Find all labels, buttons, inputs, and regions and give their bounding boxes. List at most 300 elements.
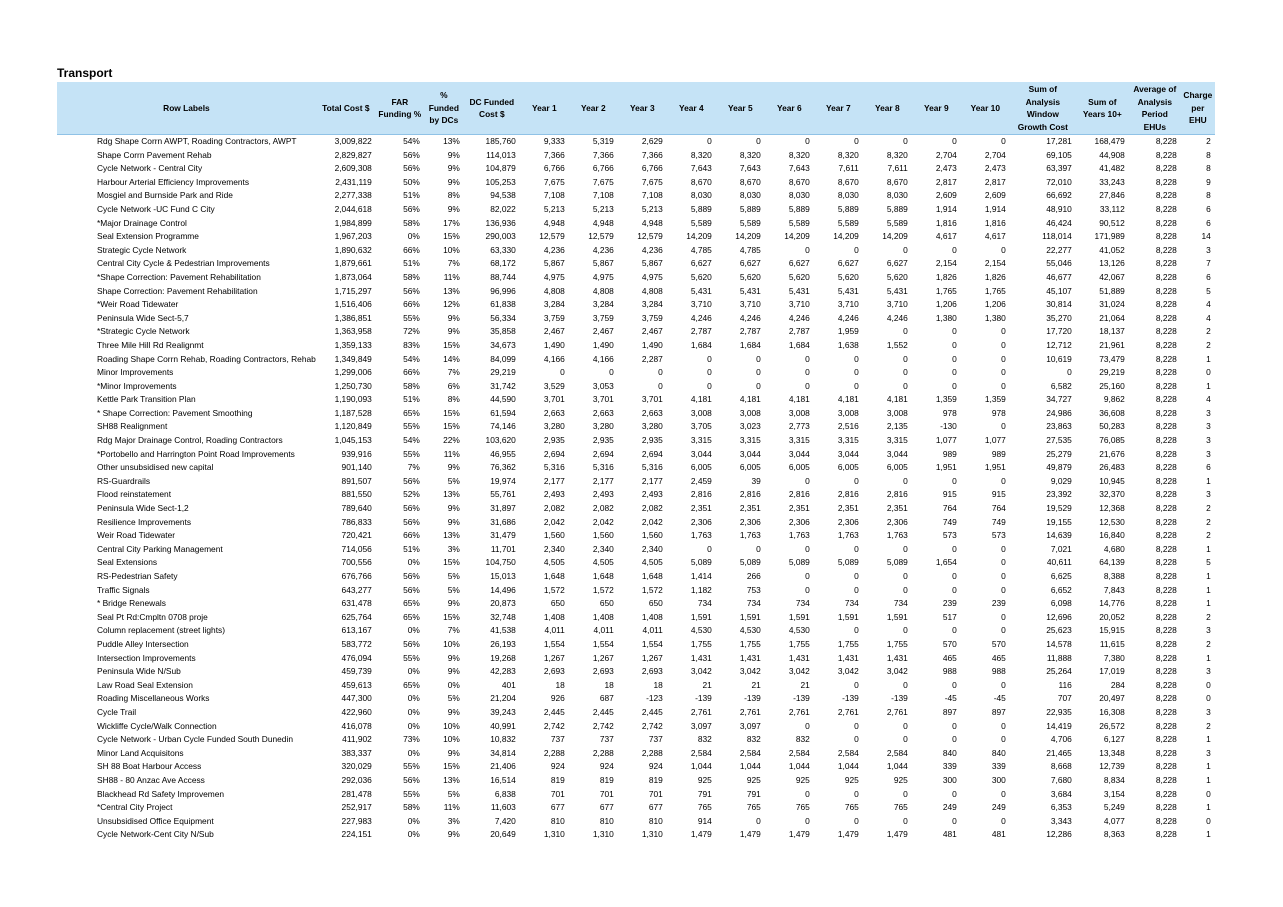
cell-value: 7,675 xyxy=(641,176,663,187)
cell-value: 94,538 xyxy=(490,190,516,201)
cell-value: 764 xyxy=(942,503,957,514)
cell-value: 4,808 xyxy=(641,285,663,296)
cell-value: 103,620 xyxy=(485,435,516,446)
cell-value: 2,787 xyxy=(690,326,712,337)
column-header[interactable]: Year 7 xyxy=(814,82,863,135)
row-label: Harbour Arterial Efficiency Improvements xyxy=(97,176,250,187)
cell-value: 8,228 xyxy=(1155,638,1177,649)
cell-value: 21,676 xyxy=(1099,448,1125,459)
cell-value: 6 xyxy=(1206,462,1211,473)
cell-value: 4,530 xyxy=(739,625,761,636)
cell-value: 30,814 xyxy=(1046,299,1072,310)
cell-value: 4,011 xyxy=(544,625,565,636)
row-label: SH88 Realignment xyxy=(97,421,168,432)
cell-value: 1,414 xyxy=(690,571,712,581)
cell-value: 6,098 xyxy=(1050,598,1072,609)
cell-value: 2,473 xyxy=(984,163,1006,174)
column-header[interactable]: Average of Analysis Period EHUs xyxy=(1129,82,1181,135)
cell-value: 650 xyxy=(550,598,565,609)
cell-value: 2,584 xyxy=(788,747,810,758)
cell-value: 7,380 xyxy=(1103,652,1125,663)
cell-value: 2,742 xyxy=(543,720,565,731)
table-row[interactable] xyxy=(57,420,1215,434)
table-row[interactable] xyxy=(57,488,1215,502)
cell-value: -139 xyxy=(744,693,761,704)
column-header[interactable]: Charge per EHU xyxy=(1181,82,1215,135)
cell-value: 8,030 xyxy=(886,190,908,201)
cell-value: 0 xyxy=(854,353,859,364)
cell-value: 2,306 xyxy=(690,516,712,527)
table-row[interactable] xyxy=(57,828,1215,842)
cell-value: 6,127 xyxy=(1103,734,1125,745)
cell-value: 7,643 xyxy=(788,163,810,174)
cell-value: 3,008 xyxy=(788,407,810,418)
table-row[interactable] xyxy=(57,774,1215,788)
cell-value: 625,764 xyxy=(341,611,372,622)
cell-value: 5,589 xyxy=(886,217,908,228)
cell-value: 6 xyxy=(1206,203,1211,214)
cell-value: 8,668 xyxy=(1050,761,1072,772)
cell-value: 5% xyxy=(447,584,460,595)
cell-value: 5,889 xyxy=(886,203,908,214)
cell-value: 1,380 xyxy=(935,312,957,323)
row-label: SH88 - 80 Anzac Ave Access xyxy=(97,774,205,785)
row-label: Blackhead Rd Safety Improvemen xyxy=(97,788,225,799)
column-header[interactable]: Year 5 xyxy=(716,82,765,135)
cell-value: 4,236 xyxy=(592,244,614,255)
table-row[interactable] xyxy=(57,584,1215,598)
cell-value: 11,888 xyxy=(1046,652,1072,663)
cell-value: 56% xyxy=(403,774,420,785)
cell-value: 31,024 xyxy=(1099,299,1125,310)
cell-value: 31,897 xyxy=(490,503,516,514)
cell-value: 25,264 xyxy=(1046,666,1072,677)
row-label: *Shape Correction: Pavement Rehabilitation xyxy=(97,271,261,282)
cell-value: 0% xyxy=(407,815,420,826)
row-label: *Major Drainage Control xyxy=(97,217,187,228)
cell-value: 0 xyxy=(658,380,663,391)
cell-value: 0 xyxy=(903,815,908,826)
table-row[interactable] xyxy=(57,366,1215,380)
cell-value: 1 xyxy=(1206,543,1211,554)
cell-value: 32,370 xyxy=(1099,489,1125,500)
cell-value: 14 xyxy=(1201,231,1211,242)
cell-value: -139 xyxy=(891,693,908,704)
table-row[interactable] xyxy=(57,543,1215,557)
cell-value: 0 xyxy=(952,380,957,391)
cell-value: 9,862 xyxy=(1103,394,1125,405)
column-header[interactable]: Year 3 xyxy=(618,82,667,135)
column-header[interactable]: Row Labels xyxy=(57,82,316,135)
cell-value: 2,693 xyxy=(543,666,565,677)
table-row[interactable] xyxy=(57,638,1215,652)
table-row[interactable] xyxy=(57,747,1215,761)
cell-value: 65% xyxy=(403,407,420,418)
table-row[interactable] xyxy=(57,461,1215,475)
cell-value: 4,617 xyxy=(935,231,957,242)
cell-value: 5,213 xyxy=(543,203,565,214)
column-header[interactable]: Year 1 xyxy=(520,82,569,135)
cell-value: 7,366 xyxy=(543,149,565,160)
row-label: Intersection Improvements xyxy=(97,652,196,663)
table-row[interactable] xyxy=(57,312,1215,326)
cell-value: 39,243 xyxy=(490,706,516,717)
cell-value: 0 xyxy=(952,679,957,690)
table-row[interactable] xyxy=(57,176,1215,190)
cell-value: 2,351 xyxy=(788,503,810,514)
cell-value: 61,594 xyxy=(490,407,516,418)
cell-value: 0 xyxy=(1001,584,1006,595)
cell-value: 481 xyxy=(942,829,957,840)
cell-value: 2,445 xyxy=(592,706,614,717)
cell-value: 1,914 xyxy=(984,203,1006,214)
cell-value: 3,009,822 xyxy=(334,136,372,146)
cell-value: 34,673 xyxy=(490,339,516,350)
cell-value: 18 xyxy=(555,679,565,690)
table-row[interactable] xyxy=(57,203,1215,217)
table-row[interactable] xyxy=(57,815,1215,829)
table-row[interactable] xyxy=(57,244,1215,258)
table-row[interactable] xyxy=(57,257,1215,271)
row-label: Cycle Network - Urban Cycle Funded South Dunedin xyxy=(97,734,293,745)
cell-value: 0 xyxy=(1001,557,1006,568)
cell-value: 2 xyxy=(1206,339,1211,350)
column-header[interactable]: Year 2 xyxy=(569,82,618,135)
cell-value: 33,243 xyxy=(1099,176,1125,187)
cell-value: 0% xyxy=(407,747,420,758)
cell-value: 58% xyxy=(403,217,420,228)
cell-value: 3,044 xyxy=(837,448,859,459)
table-row[interactable] xyxy=(57,652,1215,666)
cell-value: 42,067 xyxy=(1099,271,1125,282)
cell-value: 3,042 xyxy=(886,666,908,677)
cell-value: 2,694 xyxy=(543,448,565,459)
table-row[interactable] xyxy=(57,692,1215,706)
cell-value: 3,042 xyxy=(739,666,761,677)
cell-value: 1,684 xyxy=(690,339,712,350)
column-header[interactable]: FAR Funding % xyxy=(376,82,424,135)
cell-value: 0 xyxy=(854,543,859,554)
cell-value: 7,611 xyxy=(887,163,908,174)
cell-value: 8,228 xyxy=(1155,598,1177,609)
cell-value: 1,826 xyxy=(935,271,957,282)
cell-value: 14,578 xyxy=(1046,638,1072,649)
row-label: Column replacement (street lights) xyxy=(97,625,226,636)
row-label: Law Road Seal Extension xyxy=(97,679,193,690)
cell-value: 2,787 xyxy=(788,326,810,337)
cell-value: 0 xyxy=(805,543,810,554)
table-row[interactable] xyxy=(57,393,1215,407)
cell-value: 1,044 xyxy=(837,761,859,772)
table-row[interactable] xyxy=(57,624,1215,638)
cell-value: 56,334 xyxy=(490,312,516,323)
cell-value: 6 xyxy=(1206,271,1211,282)
cell-value: 56% xyxy=(403,475,420,486)
table-row[interactable] xyxy=(57,801,1215,815)
table-row[interactable] xyxy=(57,339,1215,353)
cell-value: 5,889 xyxy=(837,203,859,214)
cell-value: 2,773 xyxy=(788,421,810,432)
cell-value: 939,916 xyxy=(341,448,372,459)
cell-value: 65% xyxy=(403,679,420,690)
cell-value: 2,042 xyxy=(641,516,663,527)
cell-value: 5% xyxy=(447,571,460,581)
cell-value: 4,246 xyxy=(788,312,810,323)
cell-value: 48,910 xyxy=(1046,203,1072,214)
cell-value: 5,589 xyxy=(788,217,810,228)
table-row[interactable] xyxy=(57,597,1215,611)
cell-value: 832 xyxy=(746,734,761,745)
cell-value: 9% xyxy=(447,829,460,840)
table-row[interactable] xyxy=(57,135,1215,149)
cell-value: 0 xyxy=(1001,136,1006,146)
cell-value: 707 xyxy=(1057,693,1072,704)
cell-value: 924 xyxy=(648,761,663,772)
cell-value: 0% xyxy=(407,625,420,636)
table-row[interactable] xyxy=(57,502,1215,516)
cell-value: 40,611 xyxy=(1046,557,1072,568)
cell-value: 13,348 xyxy=(1099,747,1125,758)
cell-value: 4,530 xyxy=(690,625,712,636)
cell-value: 21,961 xyxy=(1099,339,1125,350)
cell-value: 8,228 xyxy=(1155,475,1177,486)
cell-value: 0 xyxy=(903,326,908,337)
table-row[interactable] xyxy=(57,217,1215,231)
cell-value: 832 xyxy=(795,734,810,745)
column-header[interactable]: Year 8 xyxy=(863,82,912,135)
cell-value: 481 xyxy=(991,829,1006,840)
cell-value: 2,467 xyxy=(543,326,565,337)
cell-value: 1,873,064 xyxy=(334,271,372,282)
column-header[interactable]: Year 10 xyxy=(961,82,1010,135)
cell-value: 701 xyxy=(599,788,614,799)
cell-value: 677 xyxy=(599,802,614,813)
cell-value: 2,493 xyxy=(592,489,614,500)
cell-value: 4,236 xyxy=(641,244,663,255)
cell-value: 7% xyxy=(447,625,460,636)
cell-value: 249 xyxy=(991,802,1006,813)
cell-value: 1 xyxy=(1206,652,1211,663)
cell-value: 3,284 xyxy=(592,299,614,310)
cell-value: 1,044 xyxy=(788,761,810,772)
cell-value: 66,692 xyxy=(1046,190,1072,201)
cell-value: 10,945 xyxy=(1099,475,1125,486)
cell-value: 96,996 xyxy=(490,285,516,296)
cell-value: 0% xyxy=(407,231,420,242)
column-header[interactable]: Year 6 xyxy=(765,82,814,135)
cell-value: 239 xyxy=(991,598,1006,609)
table-row[interactable] xyxy=(57,516,1215,530)
table-row[interactable] xyxy=(57,475,1215,489)
cell-value: 6,766 xyxy=(592,163,614,174)
cell-value: 2,340 xyxy=(592,543,614,554)
cell-value: 989 xyxy=(942,448,957,459)
cell-value: 9 xyxy=(1206,176,1211,187)
cell-value: 12,530 xyxy=(1099,516,1125,527)
cell-value: 6,766 xyxy=(543,163,565,174)
table-row[interactable] xyxy=(57,285,1215,299)
cell-value: 114,013 xyxy=(486,149,516,160)
table-row[interactable] xyxy=(57,149,1215,163)
table-row[interactable] xyxy=(57,271,1215,285)
cell-value: 1,763 xyxy=(739,530,761,541)
cell-value: 66% xyxy=(403,530,420,541)
table-row[interactable] xyxy=(57,325,1215,339)
cell-value: 54% xyxy=(403,136,420,146)
table-row[interactable] xyxy=(57,679,1215,693)
cell-value: 14,639 xyxy=(1046,530,1072,541)
cell-value: -45 xyxy=(944,693,957,704)
cell-value: 4 xyxy=(1206,394,1211,405)
cell-value: 1,359 xyxy=(984,394,1006,405)
column-header[interactable]: DC Funded Cost $ xyxy=(464,82,520,135)
table-row[interactable] xyxy=(57,189,1215,203)
table-row[interactable] xyxy=(57,570,1215,584)
cell-value: 765 xyxy=(844,802,859,813)
column-header[interactable]: Year 9 xyxy=(912,82,961,135)
cell-value: 1,648 xyxy=(641,571,663,581)
cell-value: 5,867 xyxy=(543,258,565,269)
cell-value: 1,816 xyxy=(984,217,1006,228)
cell-value: 0 xyxy=(854,734,859,745)
cell-value: 6,627 xyxy=(739,258,761,269)
cell-value: 4 xyxy=(1206,299,1211,310)
cell-value: 677 xyxy=(550,802,565,813)
cell-value: 0 xyxy=(854,475,859,486)
cell-value: 1,755 xyxy=(739,638,761,649)
cell-value: 3,684 xyxy=(1050,788,1072,799)
cell-value: 72,010 xyxy=(1046,176,1072,187)
cell-value: -139 xyxy=(695,693,712,704)
cell-value: 9% xyxy=(447,326,460,337)
column-header[interactable]: Sum of Analysis Window Growth Cost xyxy=(1010,82,1076,135)
table-row[interactable] xyxy=(57,448,1215,462)
cell-value: 988 xyxy=(942,666,957,677)
cell-value: 6,627 xyxy=(886,258,908,269)
cell-value: 12,368 xyxy=(1099,503,1125,514)
table-row[interactable] xyxy=(57,529,1215,543)
cell-value: 0 xyxy=(903,584,908,595)
table-row[interactable] xyxy=(57,556,1215,570)
column-header[interactable]: % Funded by DCs xyxy=(424,82,464,135)
table-row[interactable] xyxy=(57,665,1215,679)
cell-value: 16,308 xyxy=(1099,706,1125,717)
cell-value: 0 xyxy=(854,244,859,255)
cell-value: 6,005 xyxy=(886,462,908,473)
row-label: * Bridge Renewals xyxy=(97,598,166,609)
cell-value: 8,228 xyxy=(1155,720,1177,731)
table-row[interactable] xyxy=(57,162,1215,176)
cell-value: 284 xyxy=(1110,679,1125,690)
cell-value: 5% xyxy=(447,693,460,704)
cell-value: 5,213 xyxy=(641,203,663,214)
cell-value: 1 xyxy=(1206,571,1211,581)
cell-value: 1,359 xyxy=(935,394,957,405)
cell-value: 0 xyxy=(805,475,810,486)
cell-value: 239 xyxy=(942,598,957,609)
cell-value: 897 xyxy=(991,706,1006,717)
cell-value: 901,140 xyxy=(341,462,372,473)
cell-value: 15% xyxy=(443,231,460,242)
cell-value: 5,431 xyxy=(837,285,859,296)
cell-value: 2,829,827 xyxy=(334,149,372,160)
cell-value: 0 xyxy=(903,543,908,554)
table-row[interactable] xyxy=(57,720,1215,734)
cell-value: 720,421 xyxy=(341,530,372,541)
cell-value: 12,696 xyxy=(1046,611,1072,622)
cell-value: 3,710 xyxy=(690,299,712,310)
table-row[interactable] xyxy=(57,788,1215,802)
cell-value: 0 xyxy=(707,543,712,554)
table-row[interactable] xyxy=(57,298,1215,312)
table-row[interactable] xyxy=(57,434,1215,448)
cell-value: 5,089 xyxy=(788,557,810,568)
table-row[interactable] xyxy=(57,706,1215,720)
cell-value: 66% xyxy=(403,299,420,310)
cell-value: 3 xyxy=(1206,706,1211,717)
cell-value: 5,089 xyxy=(690,557,712,568)
cell-value: 8,228 xyxy=(1155,829,1177,840)
cell-value: 0 xyxy=(952,367,957,378)
cell-value: 41,538 xyxy=(490,625,516,636)
cell-value: 401 xyxy=(501,679,516,690)
cell-value: 2,761 xyxy=(788,706,810,717)
table-row[interactable] xyxy=(57,760,1215,774)
cell-value: 50% xyxy=(403,176,420,187)
cell-value: 1,951 xyxy=(935,462,957,473)
cell-value: 83% xyxy=(403,339,420,350)
cell-value: 15% xyxy=(443,407,460,418)
row-label: Peninsula Wide Sect-5,7 xyxy=(97,312,189,323)
table-row[interactable] xyxy=(57,407,1215,421)
cell-value: 14,776 xyxy=(1099,598,1125,609)
cell-value: 2,584 xyxy=(739,747,761,758)
cell-value: 3 xyxy=(1206,448,1211,459)
cell-value: 0 xyxy=(952,625,957,636)
table-row[interactable] xyxy=(57,380,1215,394)
column-header[interactable]: Total Cost $ xyxy=(316,82,376,135)
cell-value: 0 xyxy=(903,353,908,364)
row-label: Traffic Signals xyxy=(97,584,150,595)
cell-value: 0% xyxy=(407,706,420,717)
cell-value: 34,727 xyxy=(1046,394,1072,405)
cell-value: 2 xyxy=(1206,503,1211,514)
table-row[interactable] xyxy=(57,353,1215,367)
cell-value: 2,693 xyxy=(641,666,663,677)
cell-value: 6,627 xyxy=(788,258,810,269)
cell-value: 810 xyxy=(648,815,663,826)
table-row[interactable] xyxy=(57,230,1215,244)
cell-value: 4,077 xyxy=(1103,815,1125,826)
cell-value: 3,343 xyxy=(1050,815,1072,826)
cell-value: 915 xyxy=(991,489,1006,500)
cell-value: 2,044,618 xyxy=(334,203,372,214)
cell-value: 290,003 xyxy=(485,231,516,242)
cell-value: 1,654 xyxy=(935,557,957,568)
row-label: Shape Correction: Pavement Rehabilitation xyxy=(97,285,258,296)
cell-value: 2,816 xyxy=(886,489,908,500)
column-header[interactable]: Year 4 xyxy=(667,82,716,135)
cell-value: 8,388 xyxy=(1103,571,1125,581)
table-row[interactable] xyxy=(57,611,1215,625)
cell-value: 8,030 xyxy=(739,190,761,201)
column-header[interactable]: Sum of Years 10+ xyxy=(1076,82,1129,135)
cell-value: 7% xyxy=(447,367,460,378)
cell-value: 2,351 xyxy=(837,503,859,514)
table-row[interactable] xyxy=(57,733,1215,747)
cell-value: 1,310 xyxy=(592,829,614,840)
cell-value: 1,386,851 xyxy=(334,312,372,323)
